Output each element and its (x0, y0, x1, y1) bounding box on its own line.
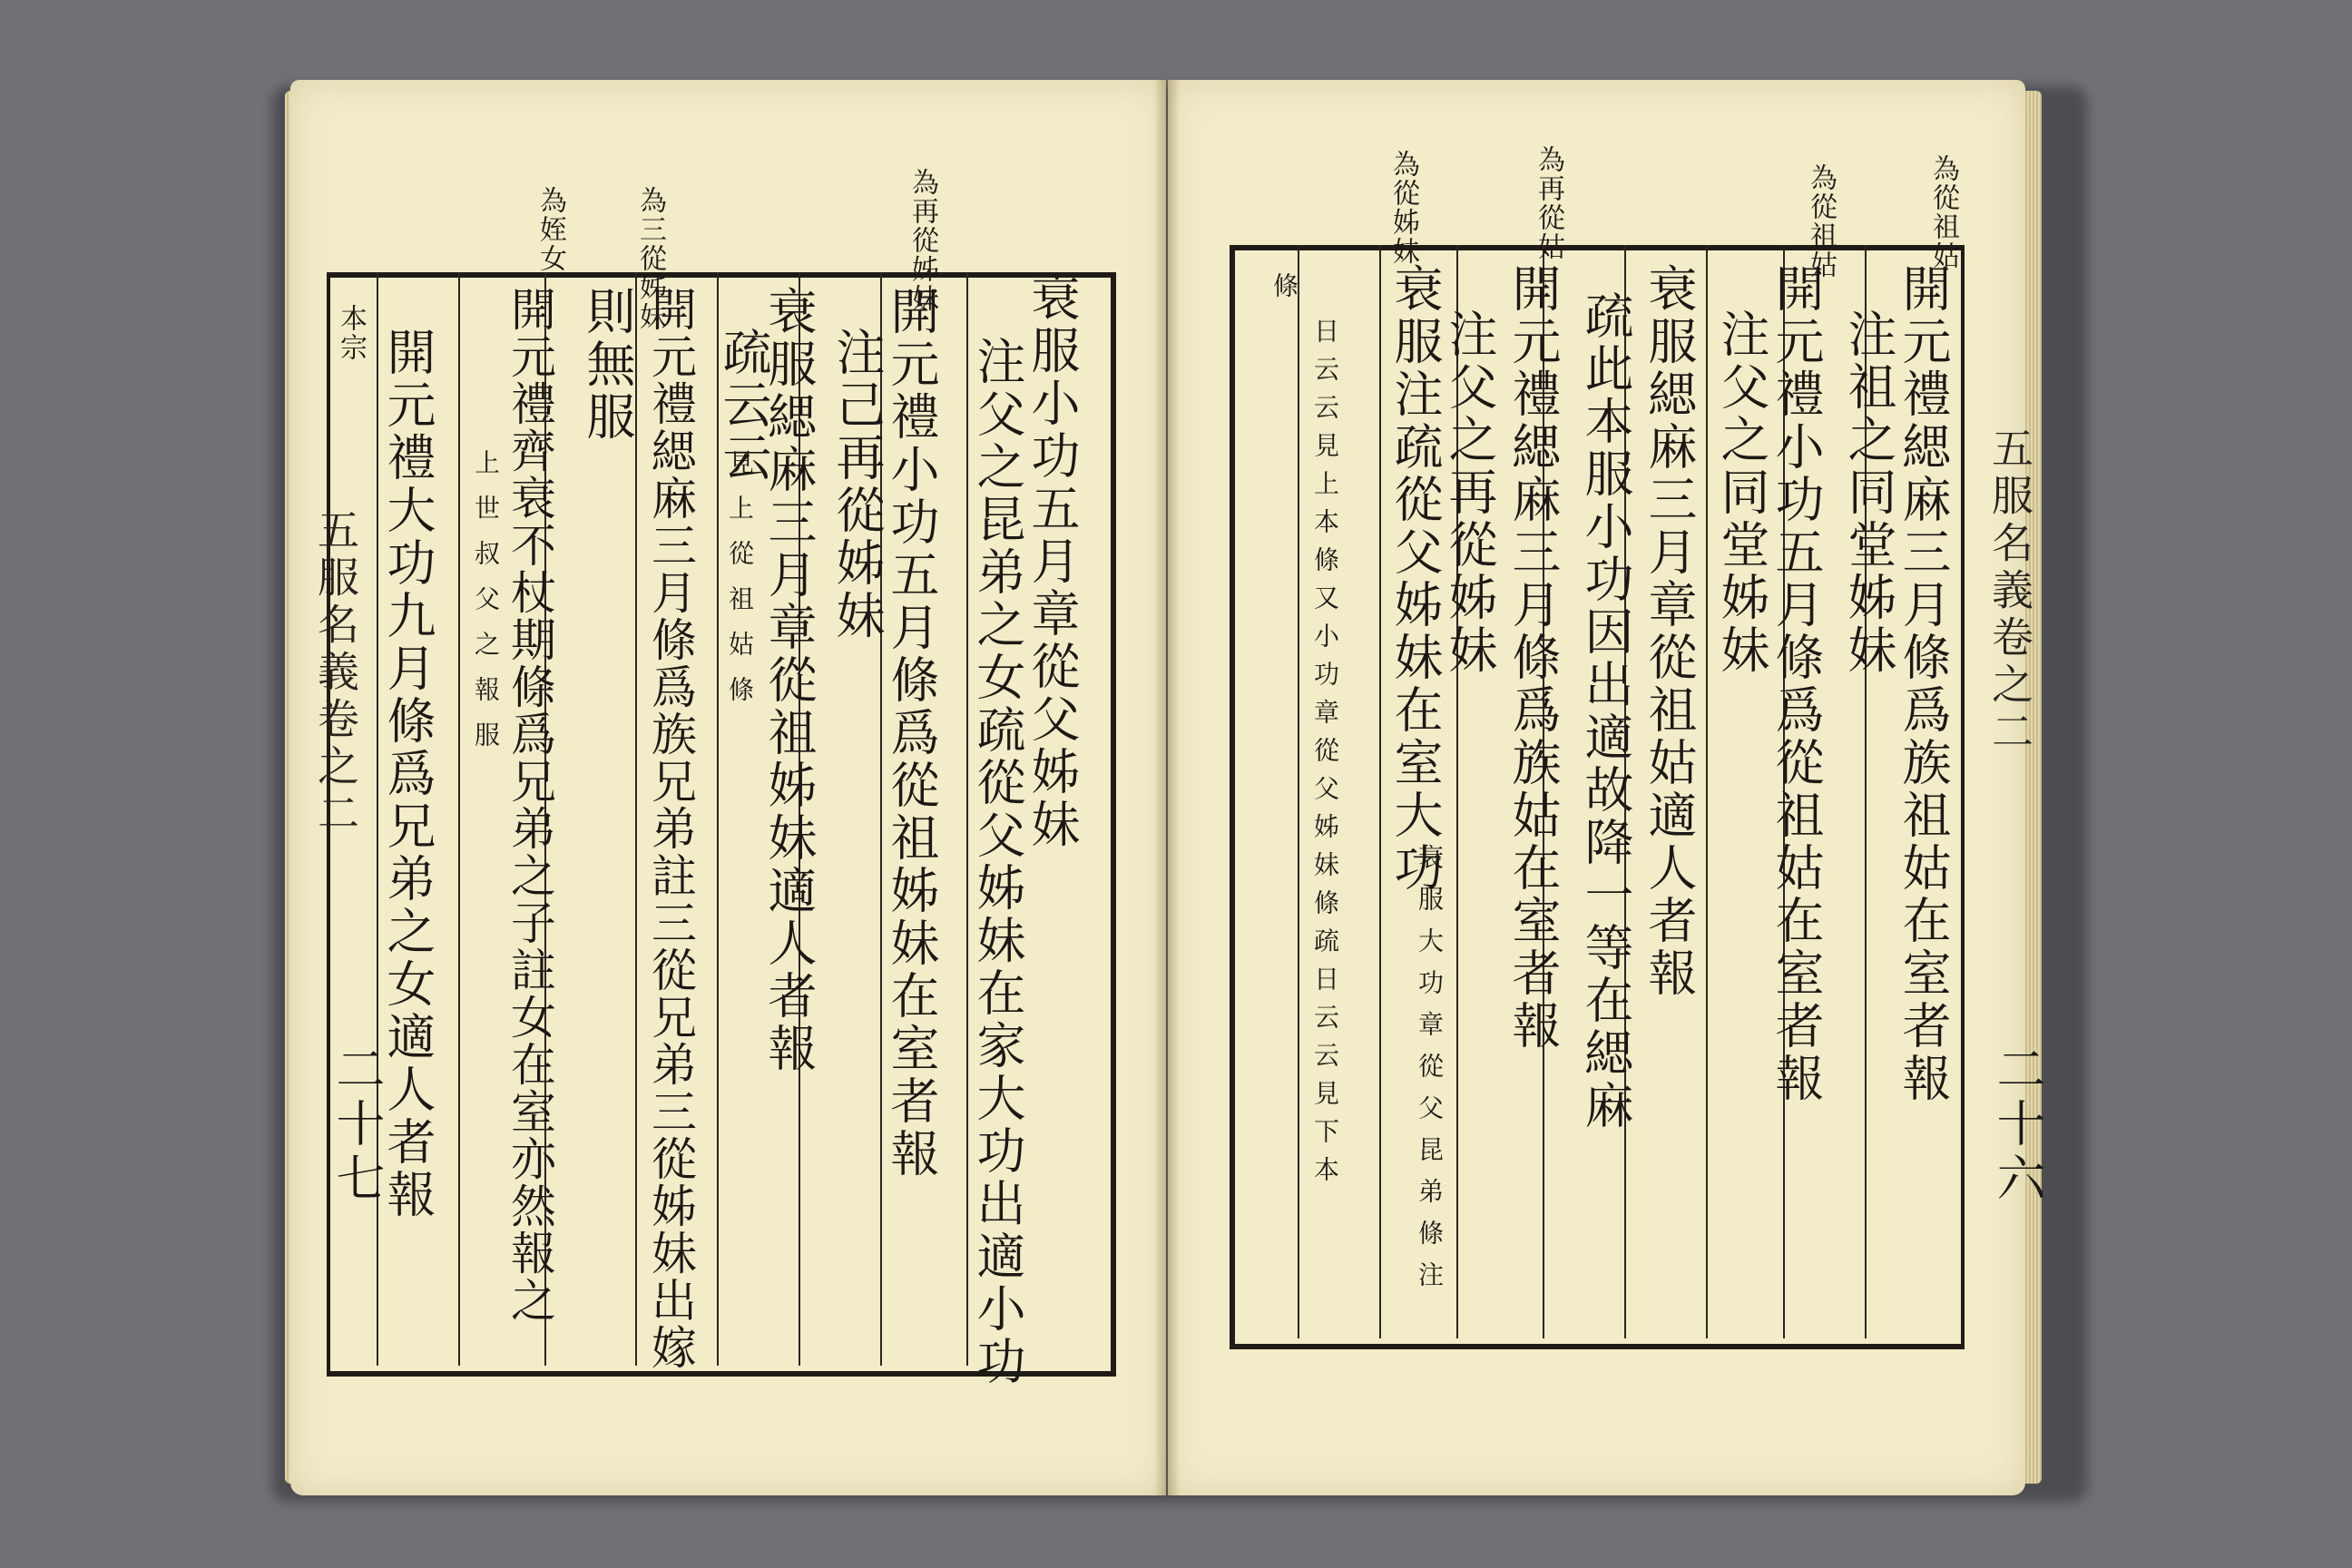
left-header-1: 為再從姊妹 (906, 168, 938, 313)
left-small-note-2: 上世叔父之報服 (471, 449, 501, 767)
right-column-2: 注祖之同堂姊妹 (1840, 309, 1897, 677)
right-column-4: 注父之同堂姊妹 (1713, 309, 1770, 677)
left-page-number: 二十七 (328, 1044, 386, 1207)
right-small-note-2: 日云云見上本條又小功章從父姊妹條疏日云云見下本 (1310, 318, 1340, 1194)
left-header-2: 為三從姊妹 (634, 186, 666, 331)
right-margin-title: 五服名義卷之二 (1985, 426, 2034, 757)
left-column-10: 開元禮大功九月條爲兄弟之女適人者報 (379, 327, 436, 1221)
right-small-note-1: 衰服大功章從父昆弟條注 (1415, 844, 1445, 1303)
rule (1379, 245, 1381, 1338)
left-small-note-1: 見上從祖姑條 (725, 449, 755, 721)
right-header-2: 為從祖姑 (1805, 163, 1837, 279)
left-column-9: 開元禮齊衰不杖期條爲兄弟之子註女在室亦然報之 (504, 286, 556, 1324)
left-column-1: 衰服小功五月章從父姊妹 (1024, 272, 1081, 851)
left-column-3: 開元禮小功五月條爲從祖姊妹在室者報 (883, 286, 940, 1181)
left-column-8: 則無服 (579, 286, 636, 444)
right-column-1: 開元禮緦麻三月條爲族祖姑在室者報 (1895, 263, 1952, 1105)
left-column-5: 衰服緦麻三月章從祖姊妹適人者報 (760, 286, 818, 1075)
left-margin-title: 五服名義卷之二 (311, 508, 360, 838)
left-column-2: 注父之昆弟之女疏從父姊妹在家大功出適小功 (969, 336, 1026, 1388)
rule (458, 272, 460, 1366)
right-column-5: 衰服緦麻三月章從祖姑適人者報 (1641, 263, 1698, 1000)
right-header-3: 為再從姑 (1533, 145, 1564, 261)
rule (1706, 245, 1708, 1338)
rule (966, 272, 968, 1366)
right-column-6: 疏此本服小功因出適故降一等在緦麻 (1577, 290, 1634, 1132)
right-column-3: 開元禮小功五月條爲從祖姑在室者報 (1768, 263, 1825, 1105)
left-column-6: 疏云云 (715, 327, 772, 485)
left-header-3: 為姪女 (534, 186, 566, 273)
left-corner-label: 本宗 (335, 304, 367, 362)
right-column-8: 注父之再從姊妹 (1441, 309, 1498, 677)
right-column-9: 衰服注疏從父姊妹在室大功 (1387, 263, 1444, 895)
right-header-4: 為從姊妹 (1387, 150, 1419, 266)
right-small-note-3: 條 (1269, 272, 1299, 318)
right-page-number: 二十六 (1989, 1044, 2046, 1207)
right-column-7: 開元禮緦麻三月條爲族姑在室者報 (1504, 263, 1562, 1053)
book-gutter (1154, 80, 1180, 1495)
left-column-4: 注己再從姊妹 (828, 327, 886, 642)
left-column-7: 開元禮緦麻三月條爲族兄弟註三從兄弟三從姊妹出嫁 (644, 286, 697, 1371)
rule (1298, 245, 1299, 1338)
right-header-1: 為從祖姑 (1927, 154, 1959, 270)
